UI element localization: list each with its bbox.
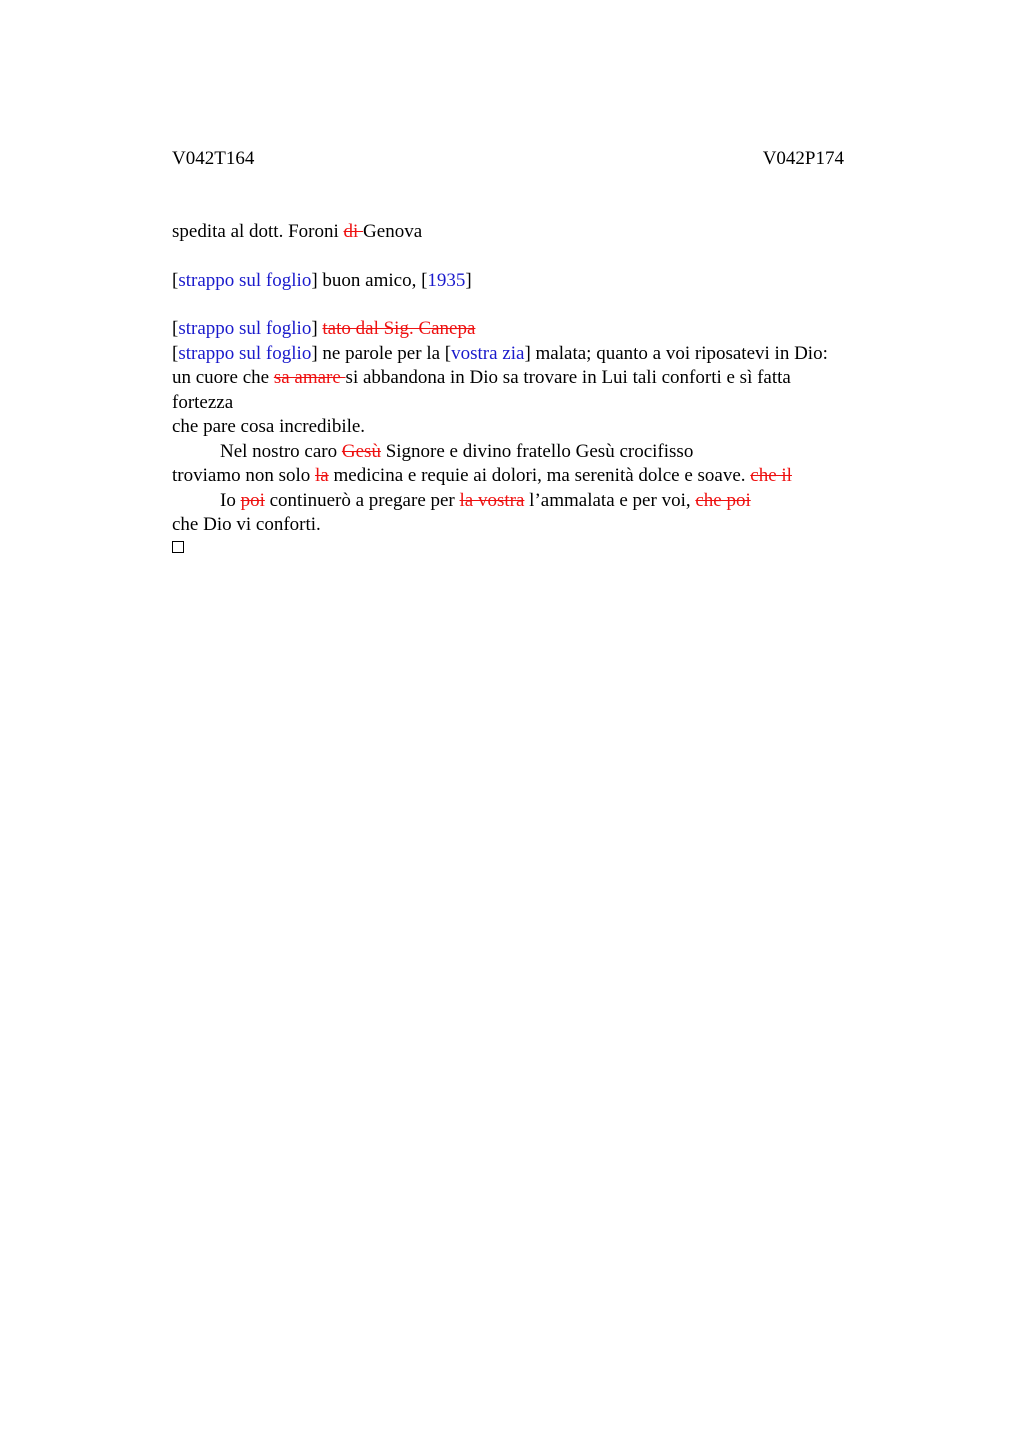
- text-line-salutation: [strappo sul foglio] buon amico, [1935]: [172, 270, 472, 291]
- end-box-icon: [172, 541, 184, 553]
- editorial-note: strappo sul foglio: [178, 343, 312, 364]
- editorial-note: strappo sul foglio: [178, 318, 312, 339]
- text-line: che Dio vi conforti.: [172, 514, 321, 535]
- document-code-left: V042T164: [172, 148, 255, 169]
- deleted-text: che poi: [695, 490, 751, 511]
- text-line: che pare cosa incredibile.: [172, 416, 366, 437]
- document-code-right: V042P174: [762, 148, 844, 169]
- text-line: fortezza: [172, 392, 234, 413]
- editorial-note: strappo sul foglio: [178, 270, 312, 291]
- deleted-text: di: [343, 221, 364, 242]
- deleted-text: poi: [240, 490, 265, 511]
- editorial-note: vostra zia: [451, 343, 525, 364]
- deleted-text: Gesù: [341, 441, 381, 462]
- text-line-recipient: spedita al dott. Foroni di Genova: [172, 221, 423, 242]
- text-line: Nel nostro caro Gesù Signore e divino fratello Gesù crocifisso: [220, 441, 694, 462]
- deleted-text: la vostra: [459, 490, 525, 511]
- deleted-text: tato dal Sig. Canepa: [322, 318, 476, 339]
- text-line: Io poi continuerò a pregare per la vostra l’ammalata e per voi, che poi: [220, 490, 751, 511]
- deleted-text: la: [315, 465, 329, 486]
- deleted-text: sa amare: [273, 367, 346, 388]
- text-line: un cuore che sa amare si abbandona in Dio sa trovare in Lui tali conforti e sì fatta: [172, 367, 791, 388]
- deleted-text: che il: [750, 465, 792, 486]
- text-line: [strappo sul foglio] tato dal Sig. Canepa: [172, 318, 476, 339]
- editorial-year: 1935: [427, 270, 466, 291]
- text-line: [strappo sul foglio] ne parole per la [vostra zia] malata; quanto a voi riposatevi in Dio:: [172, 343, 828, 364]
- text-line: troviamo non solo la medicina e requie ai dolori, ma serenità dolce e soave. che il: [172, 465, 792, 486]
- page-header: [172, 146, 844, 172]
